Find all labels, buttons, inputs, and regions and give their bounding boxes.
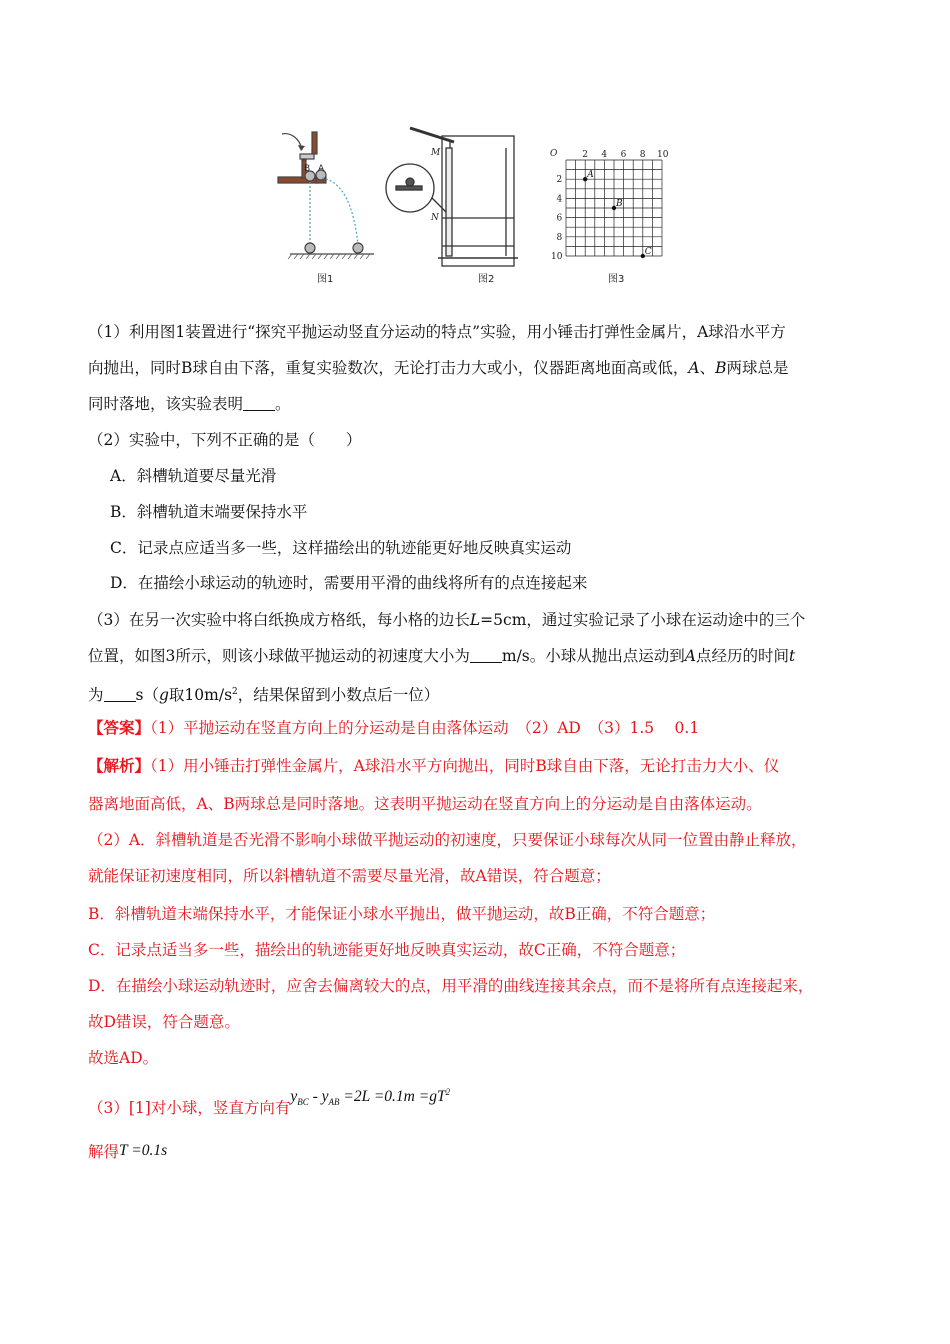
q2-stem: （2）实验中，下列不正确的是（ ）: [88, 431, 362, 449]
fig3-point-label: A: [587, 170, 594, 181]
q2-option-b: B．斜槽轨道末端要保持水平: [110, 503, 308, 521]
q3-line2-a: 位置，如图3所示，则该小球做平抛运动的初速度大小为: [88, 647, 470, 665]
q3-line3-a: 为: [88, 686, 104, 705]
q3-line1-a: （3）在另一次实验中将白纸换成方格纸，每小格的边长: [88, 611, 470, 629]
q1-line3-text: 同时落地，该实验表明: [88, 395, 244, 413]
analysis-line1: [88, 756, 779, 776]
analysis-p4: C．记录点适当多一些，描绘出的轨迹能更好地反映真实运动，故C正确，不符合题意；: [88, 941, 686, 959]
fig3-caption: 图3: [608, 274, 625, 285]
fig3-x-tick: 8: [639, 150, 646, 160]
fig3-point-label: C: [644, 247, 652, 257]
fig2-label-n: N: [431, 213, 439, 223]
figure-3-points: [583, 170, 652, 258]
analysis-p7-line: [88, 1087, 451, 1124]
fig1-label-b: B: [304, 164, 311, 174]
q3-line3-d: ，结果保留到小数点后一位）: [237, 686, 440, 705]
fig1-caption: 图1: [317, 274, 334, 285]
q3-line2: [88, 646, 795, 666]
fig2-label-m: M: [431, 148, 441, 158]
fig2-caption: 图2: [478, 274, 495, 285]
q3-var-g: g: [158, 686, 169, 705]
q2-option-c: C．记录点应适当多一些，这样描绘出的轨迹能更好地反映真实运动: [110, 539, 572, 557]
answer-line: [88, 718, 699, 738]
fig3-y-tick: 2: [556, 175, 563, 186]
figure-row: [270, 120, 690, 290]
fig3-y-tick: 6: [556, 213, 563, 224]
analysis-p1a: （1）用小锤击打弹性金属片，A球沿水平方向抛出，同时B球自由下落，无论打击力大小、仪: [150, 757, 780, 775]
q3-line1-b: =5cm，通过实验记录了小球在运动途中的三个: [480, 611, 806, 629]
q3-line3-sup: 2: [232, 687, 238, 697]
fig3-x-tick: 10: [657, 150, 669, 160]
analysis-p8: 解得: [88, 1143, 120, 1161]
analysis-p5b: 故D错误，符合题意。: [88, 1013, 240, 1031]
q3-line2-b: m/s。小球从抛出点运动到: [501, 647, 685, 665]
analysis-p1b: 器离地面高低，A、B两球总是同时落地。这表明平抛运动在竖直方向上的分运动是自由落体运动。: [88, 795, 762, 813]
fig3-origin: O: [550, 149, 558, 159]
figure-3-labels: [550, 149, 669, 262]
q1-ball-b: B: [715, 359, 727, 377]
eq1-y1: y: [290, 1088, 298, 1106]
answer-tag: 【答案】: [88, 718, 151, 737]
equation-1: [290, 1087, 451, 1108]
fig3-x-tick: 2: [582, 150, 588, 160]
fig3-x-tick: 6: [620, 150, 627, 160]
answer-text: （1）平抛运动在竖直方向上的分运动是自由落体运动 （2）AD （3）1.5 0.1: [150, 719, 700, 737]
eq1-sub-bc: BC: [297, 1097, 309, 1108]
q3-line2-c: 点经历的时间: [695, 647, 789, 665]
eq1-sub-ab: AB: [328, 1097, 340, 1108]
analysis-p3: B．斜槽轨道末端保持水平，才能保证小球水平抛出，做平抛运动，故B正确，不符合题意；: [88, 905, 716, 923]
experiment-figures: [270, 120, 690, 290]
q1-line2-text: 向抛出，同时B球自由下落，重复实验数次，无论打击力大或小，仪器距离地面高或低，: [88, 359, 689, 377]
q3-var-l: L: [469, 611, 481, 629]
analysis-p2b: 就能保证初速度相同，所以斜槽轨道不需要尽量光滑，故A错误，符合题意；: [88, 867, 611, 885]
q3-time-blank[interactable]: [104, 687, 136, 702]
analysis-p2a: （2）A．斜槽轨道是否光滑不影响小球做平抛运动的初速度，只要保证小球每次从同一位置由静止释放，: [88, 831, 807, 849]
figure-1-apparatus: [278, 132, 374, 259]
eq1-minus: -: [312, 1088, 318, 1106]
eq1-sup: 2: [445, 1087, 451, 1097]
q2-option-d: D．在描绘小球运动的轨迹时，需要用平滑的曲线将所有的点连接起来: [110, 574, 588, 592]
analysis-p8-line: [88, 1142, 167, 1163]
q1-line2: [88, 358, 789, 378]
q3-velocity-blank[interactable]: [470, 648, 502, 663]
q1-answer-blank[interactable]: [243, 396, 275, 411]
q3-line3-b: s（: [135, 686, 159, 705]
equation-2: T =0.1s: [119, 1142, 168, 1159]
figure-2-apparatus: [386, 128, 518, 266]
q2-option-a: A．斜槽轨道要尽量光滑: [110, 467, 277, 485]
fig3-point-label: B: [616, 199, 623, 209]
q1-line3-end: 。: [275, 395, 291, 413]
fig3-y-tick: 4: [556, 194, 563, 205]
eq1-rest: =2L =0.1m =gT: [343, 1088, 446, 1106]
q3-line1: [88, 610, 805, 630]
analysis-p5a: D．在描绘小球运动轨迹时，应舍去偏离较大的点，用平滑的曲线连接其余点，而不是将所有点连接起来，: [88, 977, 814, 995]
fig3-x-tick: 4: [601, 150, 608, 160]
eq1-y2: y: [321, 1088, 329, 1106]
q1-ball-a: A: [688, 359, 700, 377]
q3-var-t: t: [788, 647, 796, 665]
q1-line3: [88, 394, 291, 414]
fig3-y-tick: 10: [551, 252, 563, 262]
analysis-p7: （3）[1]对小球，竖直方向有: [88, 1099, 291, 1118]
q1-line1: （1）利用图1装置进行“探究平抛运动竖直分运动的特点”实验，用小锤击打弹性金属片，A球沿水平方: [88, 323, 786, 341]
q1-line2-tail: 两球总是: [726, 359, 789, 377]
q3-line3-c: 取10m/s: [168, 686, 233, 705]
q3-point-a: A: [684, 647, 696, 665]
analysis-p6: 故选AD。: [88, 1049, 159, 1067]
q3-line3: [88, 682, 439, 705]
fig1-label-a: A: [318, 164, 325, 174]
analysis-tag: 【解析】: [88, 756, 151, 775]
q1-separator: 、: [699, 359, 716, 377]
fig3-y-tick: 8: [556, 232, 563, 243]
